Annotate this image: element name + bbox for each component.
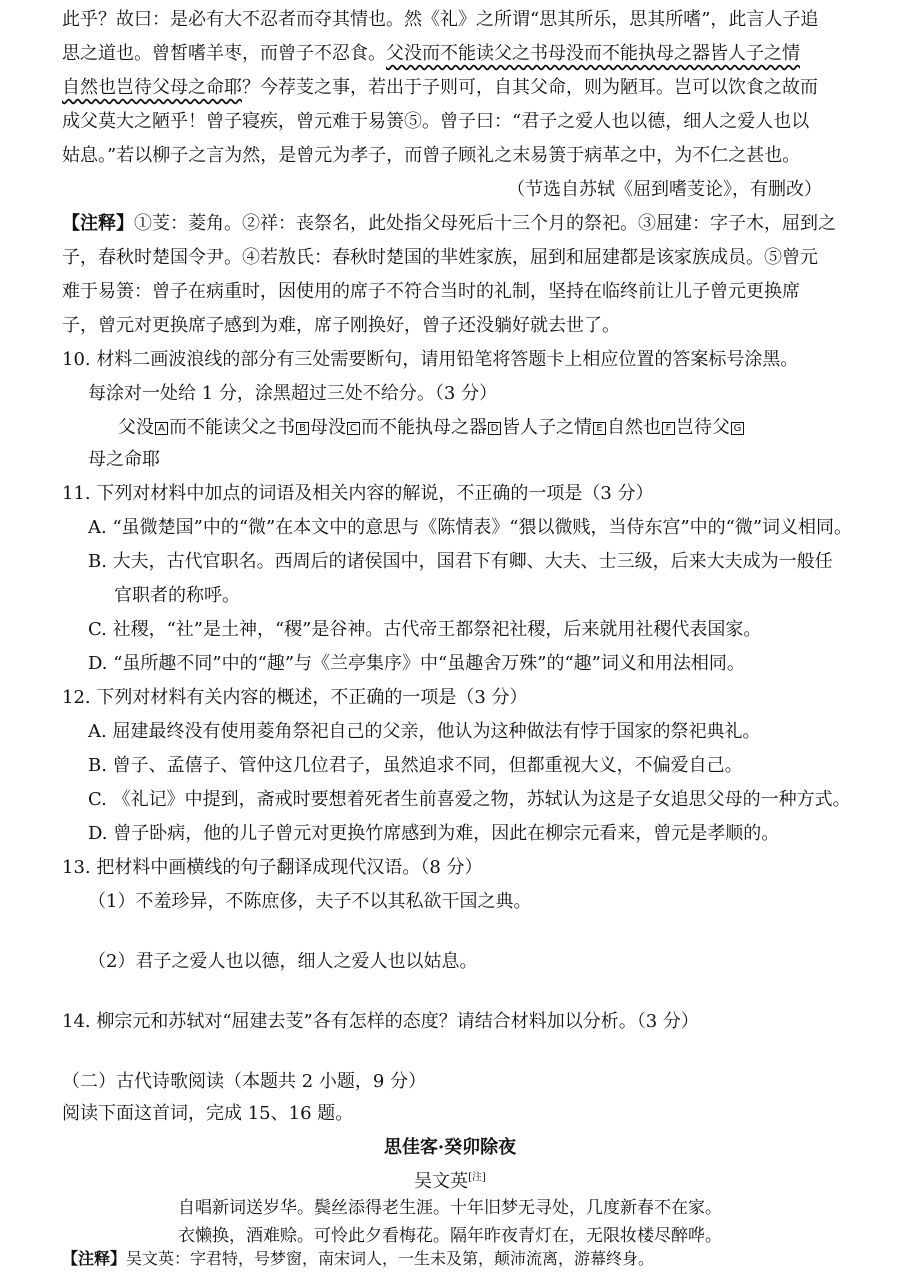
- passage-source: （节选自苏轼《屈到嗜芰论》，有删改）: [507, 179, 822, 200]
- passage-line: 姑息。”若以柳子之言为然，是曾元为孝子，而曾子顾礼之末易箦于病革之中，为不仁之甚也。: [62, 145, 801, 166]
- question-12-option-d[interactable]: D. 曾子卧病，他的儿子曾元对更换竹席感到为难，因此在柳宗元看来，曾元是孝顺的。: [88, 823, 780, 844]
- segment-text: 母没: [310, 417, 346, 438]
- question-13-sentence-1: （1）不羞珍异，不陈庶侈，夫子不以其私欲干国之典。: [88, 891, 532, 912]
- question-12-stem: 12. 下列对材料有关内容的概述，不正确的一项是（3 分）: [62, 687, 528, 708]
- question-11-option-d[interactable]: D. “虽所趣不同”中的“趣”与《兰亭集序》中“虽趣舍万殊”的“趣”词义和用法相同。: [88, 653, 745, 674]
- question-13-stem: 13. 把材料中画横线的句子翻译成现代汉语。（8 分）: [62, 857, 483, 878]
- marker-box[interactable]: B: [296, 422, 309, 435]
- wavy-underlined-text: 父没而不能读父之书母没而不能执母之器皆人子之情: [386, 43, 800, 64]
- notes-line: 子，春秋时楚国令尹。④若敖氏：春秋时楚国的芈姓家族，屈到和屈建都是该家族成员。⑤曾元: [62, 247, 818, 268]
- section-heading: （二）古代诗歌阅读（本题共 2 小题，9 分）: [62, 1071, 427, 1092]
- segment-text: 而不能执母之器: [361, 417, 487, 438]
- marker-box[interactable]: D: [488, 422, 501, 435]
- question-12-option-a[interactable]: A. 屈建最终没有使用菱角祭祀自己的父亲，他认为这种做法有悖于国家的祭祀典礼。: [88, 721, 761, 742]
- question-11-option-a[interactable]: A. “虽微楚国”中的“微”在本文中的意思与《陈情表》“猥以微贱，当侍东宫”中的“微”词义相同。: [88, 517, 853, 538]
- question-11-stem: 11. 下列对材料中加点的词语及相关内容的解说，不正确的一项是（3 分）: [62, 483, 654, 504]
- question-11-option-b-cont: 官职者的称呼。: [114, 585, 240, 606]
- notes-label: 【注释】: [62, 213, 134, 234]
- passage-text: 成父莫大之陋乎！曾子寝疾，曾元难于易箦⑤。曾子曰：“君子之爱人也以德，细人之爱人也以: [62, 111, 810, 132]
- poem-note-text: 吴文英：字君特，号梦窗，南宋词人，一生未及第，颠沛流离，游幕终身。: [126, 1249, 655, 1268]
- marker-box[interactable]: G: [731, 422, 744, 435]
- question-10-segments: [118, 414, 745, 442]
- poem-line: 衣懒换，酒难赊。可怜此夕看梅花。隔年昨夜青灯在，无限妆楼尽醉哗。: [178, 1226, 722, 1246]
- notes-text: ①芰：菱角。②祥：丧祭名，此处指父母死后十三个月的祭祀。③屈建：字子木，屈到之: [134, 213, 836, 234]
- section-intro: 阅读下面这首词，完成 15、16 题。: [62, 1103, 354, 1124]
- notes-line: 难于易箦：曾子在病重时，因使用的席子不符合当时的礼制，坚持在临终前让儿子曾元更换席: [62, 281, 800, 302]
- passage-text: 思之道也。曾皙嗜羊枣，而曾子不忍食。: [62, 43, 386, 64]
- poem-title: 思佳客·癸卯除夜: [383, 1137, 517, 1158]
- question-13-sentence-2: （2）君子之爱人也以德，细人之爱人也以姑息。: [88, 951, 478, 972]
- segment-text: 而不能读父之书: [169, 417, 295, 438]
- passage-line: 此乎？故曰：是必有大不忍者而夺其情也。然《礼》之所谓“思其所乐，思其所嗜”，此言人子追: [62, 9, 819, 30]
- marker-box[interactable]: F: [662, 422, 675, 435]
- passage-text: ？今荐芰之事，若出于子则可，自其父命，则为陋耳。岂可以饮食之故而: [242, 77, 818, 98]
- poem-line: 自唱新词送岁华。鬓丝添得老生涯。十年旧梦无寻处，几度新春不在家。: [178, 1198, 722, 1218]
- poem-author: [0, 1164, 900, 1192]
- question-11-option-b[interactable]: B. 大夫，古代官职名。西周后的诸侯国中，国君下有卿、大夫、士三级，后来大夫成为一般任: [88, 551, 833, 572]
- wavy-underlined-text: 自然也岂待父母之命耶: [62, 77, 242, 98]
- marker-box[interactable]: A: [155, 422, 168, 435]
- marker-box[interactable]: E: [593, 422, 606, 435]
- question-12-option-c[interactable]: C. 《礼记》中提到，斋戒时要想着死者生前喜爱之物，苏轼认为这是子女追思父母的一种方式。: [88, 789, 851, 810]
- segment-text: 皆人子之情: [502, 417, 592, 438]
- passage-line: [62, 108, 809, 136]
- notes-line: [62, 210, 836, 238]
- question-10-stem: 每涂对一处给 1 分，涂黑超过三处不给分。（3 分）: [88, 383, 498, 404]
- question-12-option-b[interactable]: B. 曾子、孟僖子、管仲这几位君子，虽然追求不同，但都重视大义，不偏爱自己。: [88, 755, 743, 776]
- passage-line: [62, 74, 818, 102]
- author-name: 吴文英: [414, 1171, 469, 1192]
- notes-line: 子，曾元对更换席子感到为难，席子刚换好，曾子还没躺好就去世了。: [62, 315, 620, 336]
- question-14-stem: 14. 柳宗元和苏轼对“屈建去芰”各有怎样的态度？请结合材料加以分析。（3 分）: [62, 1011, 699, 1032]
- passage-line: [62, 40, 800, 68]
- author-note-marker: [注]: [468, 1172, 486, 1183]
- poem-note: [62, 1246, 654, 1274]
- segment-text: 岂待父: [676, 417, 730, 438]
- question-10-segments-cont: 母之命耶: [88, 449, 160, 470]
- marker-box[interactable]: C: [347, 422, 360, 435]
- segment-text: 父没: [118, 417, 154, 438]
- footer-anchor: [0, 1272, 900, 1273]
- poem-note-label: 【注释】: [62, 1249, 127, 1268]
- segment-text: 自然也: [607, 417, 661, 438]
- question-11-option-c[interactable]: C. 社稷，“社”是土神，“稷”是谷神。古代帝王都祭祀社稷，后来就用社稷代表国家。: [88, 619, 762, 640]
- question-10-stem: 10. 材料二画波浪线的部分有三处需要断句，请用铅笔将答题卡上相应位置的答案标号涂黑。: [62, 349, 799, 370]
